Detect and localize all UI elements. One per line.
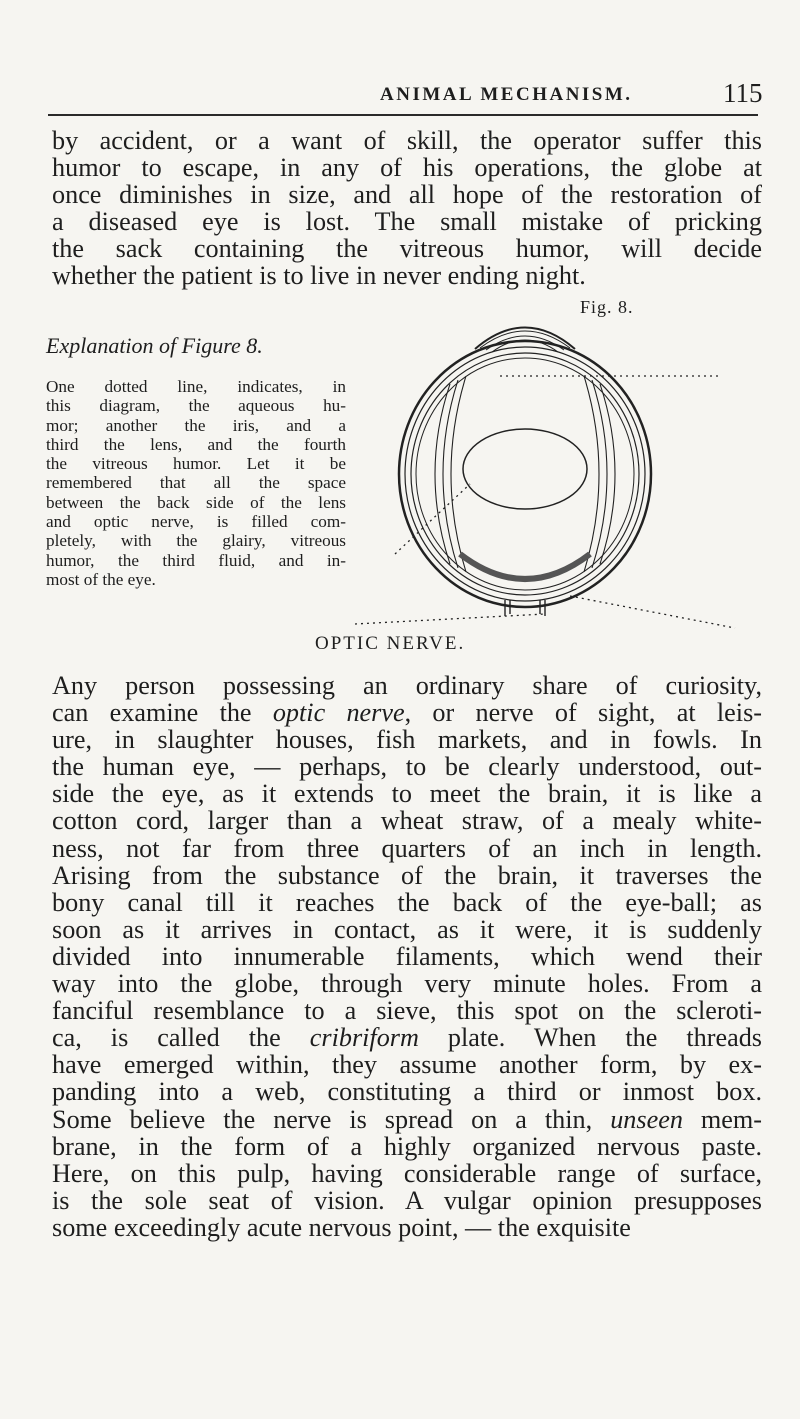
text-line: some exceedingly acute nervous point, — the exquisite xyxy=(52,1212,631,1242)
lens xyxy=(463,429,587,509)
sclera-band-2 xyxy=(411,353,639,595)
text-line: Here, on this pulp, having considerable range of surface, xyxy=(52,1158,762,1188)
text-line: can examine the optic nerve, or nerve of sight, at leis- xyxy=(52,698,762,728)
text-line: bony canal till it reaches the back of the eye-ball; as xyxy=(52,887,762,917)
text-line: have emerged within, they assume another form, by ex- xyxy=(52,1050,762,1080)
sclera-outline xyxy=(399,341,651,607)
iris-shading xyxy=(460,554,590,579)
paragraph-2 xyxy=(52,672,762,1241)
explanation-line: pletely, with the glairy, vitreous xyxy=(46,531,346,551)
explanation-line: between the back side of the lens xyxy=(46,492,346,512)
explanation-line: third the lens, and the fourth xyxy=(46,434,346,454)
text-line: once diminishes in size, and all hope of the restoration of xyxy=(52,180,762,210)
sclera-band-3 xyxy=(416,358,634,590)
emphasis-cribriform: cribriform xyxy=(309,1023,419,1053)
text-line: is the sole seat of vision. A vulgar opinion presupposes xyxy=(52,1185,762,1215)
header-rule xyxy=(48,114,758,116)
figure-caption: OPTIC NERVE. xyxy=(315,633,466,654)
text-line: Some believe the nerve is spread on a thin, unseen mem- xyxy=(52,1104,762,1134)
text-line: panding into a web, constituting a third or inmost box. xyxy=(52,1077,762,1107)
page-number: 115 xyxy=(723,78,763,108)
text-line: divided into innumerable filaments, which wend their xyxy=(52,941,762,971)
text-line: cotton cord, larger than a wheat straw, of a mealy white- xyxy=(52,806,762,836)
paragraph-1 xyxy=(52,127,762,290)
text-line: brane, in the form of a highly organized nervous paste. xyxy=(52,1131,762,1161)
sclera-band-1 xyxy=(405,347,645,601)
explanation-line: the vitreous humor. Let it be xyxy=(46,454,346,474)
page-header xyxy=(0,78,800,112)
text-line: whether the patient is to live in never ending night. xyxy=(52,261,586,291)
text-line: ca, is called the cribriform plate. When the threads xyxy=(52,1023,762,1053)
choroid-hatching-left xyxy=(435,376,466,572)
text-line: fanciful resemblance to a sieve, this spot on the scleroti- xyxy=(52,996,762,1026)
text-line: soon as it arrives in contact, as it were, it is suddenly xyxy=(52,914,762,944)
text-line: ure, in slaughter houses, fish markets, and in fowls. In xyxy=(52,725,762,755)
running-head: ANIMAL MECHANISM. xyxy=(380,84,633,105)
text-line: Any person possessing an ordinary share of curiosity, xyxy=(52,671,762,700)
text-line: a diseased eye is lost. The small mistake of pricking xyxy=(52,207,762,237)
text-line: the human eye, — perhaps, to be clearly understood, out- xyxy=(52,752,762,782)
explanation-line: most of the eye. xyxy=(46,569,156,589)
text-line: Arising from the substance of the brain, it traverses the xyxy=(52,860,762,890)
text-line: ness, not far from three quarters of an inch in length. xyxy=(52,833,762,863)
pointer-line-4 xyxy=(570,596,735,628)
explanation-line: mor; another the iris, and a xyxy=(46,415,346,435)
choroid-hatching-right xyxy=(584,376,615,572)
explanation-line: this diagram, the aqueous hu- xyxy=(46,396,346,416)
text-line: humor to escape, in any of his operations, the globe at xyxy=(52,153,762,183)
explanation-line: humor, the third fluid, and in- xyxy=(46,550,346,570)
explanation-line: remembered that all the space xyxy=(46,473,346,493)
eye-diagram xyxy=(300,314,740,634)
explanation-line: and optic nerve, is filled com- xyxy=(46,512,346,532)
pointer-line-3 xyxy=(355,614,545,624)
text-line: the sack containing the vitreous humor, will decide xyxy=(52,234,762,264)
figure-label: Fig. 8. xyxy=(580,297,634,317)
explanation-line: One dotted line, indicates, in xyxy=(46,377,346,396)
text-line: by accident, or a want of skill, the operator suffer this xyxy=(52,126,762,155)
emphasis-optic-nerve: optic nerve xyxy=(272,698,405,728)
emphasis-unseen: unseen xyxy=(610,1104,683,1134)
text-line: way into the globe, through very minute holes. From a xyxy=(52,969,762,999)
explanation-title: Explanation of Figure 8. xyxy=(46,333,263,358)
text-line: side the eye, as it extends to meet the brain, it is like a xyxy=(52,779,762,809)
